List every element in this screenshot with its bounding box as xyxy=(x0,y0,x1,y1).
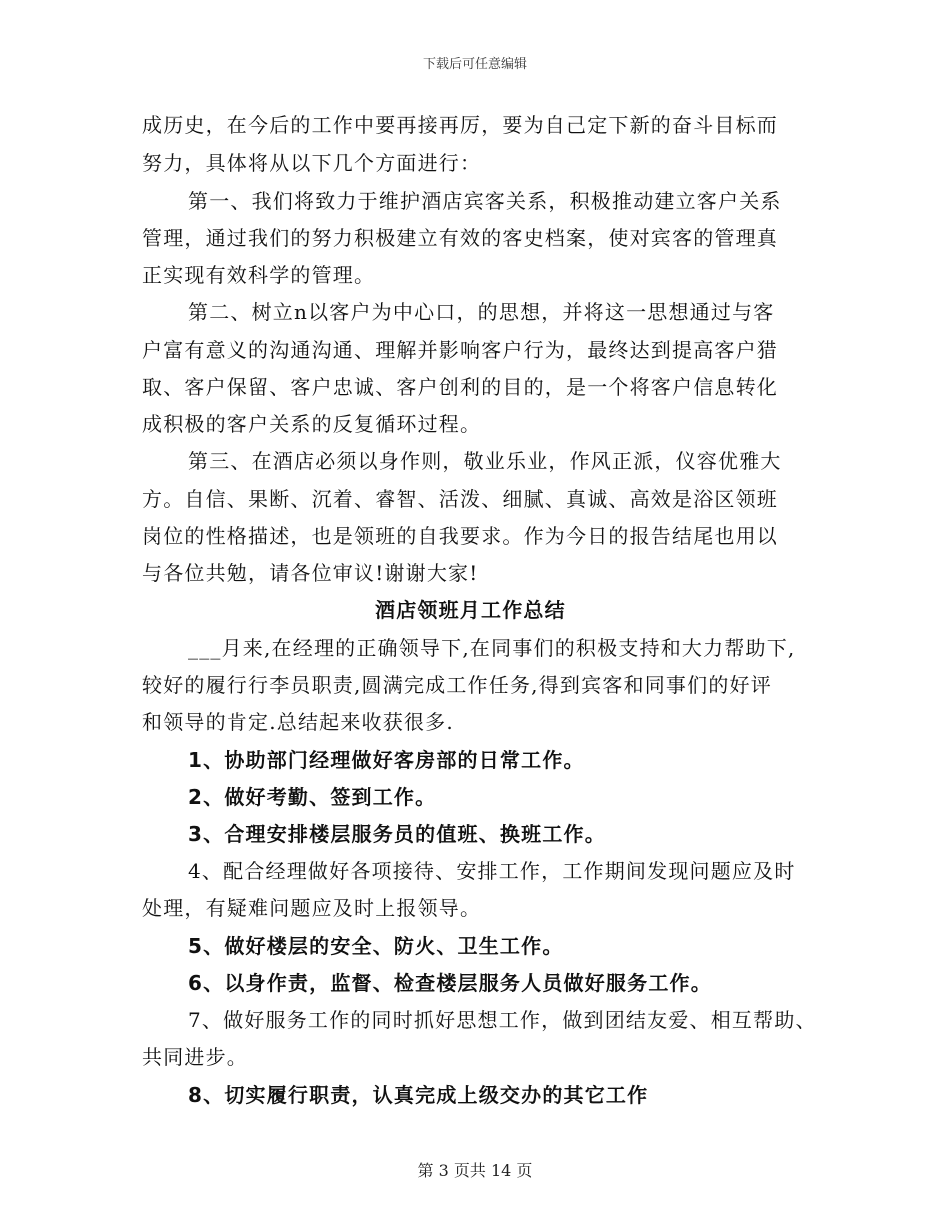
body-line: 较好的履行行李员职责,圆满完成工作任务,得到宾客和同事们的好评 xyxy=(142,673,772,697)
body-line: 处理，有疑难问题应及时上报领导。 xyxy=(142,896,482,920)
summary-intro: ___月来,在经理的正确领导下,在同事们的积极支持和大力帮助下, xyxy=(188,636,796,660)
body-line: 正实现有效科学的管理。 xyxy=(142,263,376,287)
list-item-4: 4、配合经理做好各项接待、安排工作，工作期间发现问题应及时 xyxy=(188,859,796,883)
paragraph-third: 第三、在酒店必须以身作则，敬业乐业，作风正派，仪容优雅大 xyxy=(188,449,782,473)
body-line: 共同进步。 xyxy=(142,1045,248,1069)
list-item-7: 7、做好服务工作的同时抓好思想工作，做到团结友爱、相互帮助、 xyxy=(188,1008,817,1032)
body-line: 与各位共勉，请各位审议!谢谢大家! xyxy=(142,561,479,585)
paragraph-first: 第一、我们将致力于维护酒店宾客关系，积极推动建立客户关系 xyxy=(188,189,782,213)
list-item-8: 8、切实履行职责，认真完成上级交办的其它工作 xyxy=(188,1083,649,1107)
body-line: 取、客户保留、客户忠诚、客户创利的目的，是一个将客户信息转化 xyxy=(142,375,778,399)
page-header: 下载后可任意编辑 xyxy=(422,57,527,72)
body-line: 成历史，在今后的工作中要再接再厉，要为自己定下新的奋斗目标而 xyxy=(142,113,778,137)
section-title: 酒店领班月工作总结 xyxy=(375,598,566,622)
body-line: 努力，具体将从以下几个方面进行： xyxy=(142,151,482,175)
body-line: 管理，通过我们的努力积极建立有效的客史档案，使对宾客的管理真 xyxy=(142,226,778,250)
body-line: 岗位的性格描述，也是领班的自我要求。作为今日的报告结尾也用以 xyxy=(142,524,778,548)
list-item-6: 6、以身作责，监督、检查楼层服务人员做好服务工作。 xyxy=(188,971,712,995)
body-line: 和领导的肯定.总结起来收获很多. xyxy=(142,710,454,734)
body-line: 方。自信、果断、沉着、睿智、活泼、细腻、真诚、高效是浴区领班 xyxy=(142,487,778,511)
paragraph-second: 第二、树立n以客户为中心口，的思想，并将这一思想通过与客 xyxy=(188,300,775,324)
page-footer: 第 3 页共 14 页 xyxy=(417,1161,533,1180)
list-item-2: 2、做好考勤、签到工作。 xyxy=(188,785,437,809)
list-item-1: 1、协助部门经理做好客房部的日常工作。 xyxy=(188,748,585,772)
list-item-5: 5、做好楼层的安全、防火、卫生工作。 xyxy=(188,934,564,958)
list-item-3: 3、合理安排楼层服务员的值班、换班工作。 xyxy=(188,822,606,846)
body-line: 户富有意义的沟通沟通、理解并影响客户行为，最终达到提高客户猎 xyxy=(142,338,778,362)
body-line: 成积极的客户关系的反复循环过程。 xyxy=(142,412,482,436)
